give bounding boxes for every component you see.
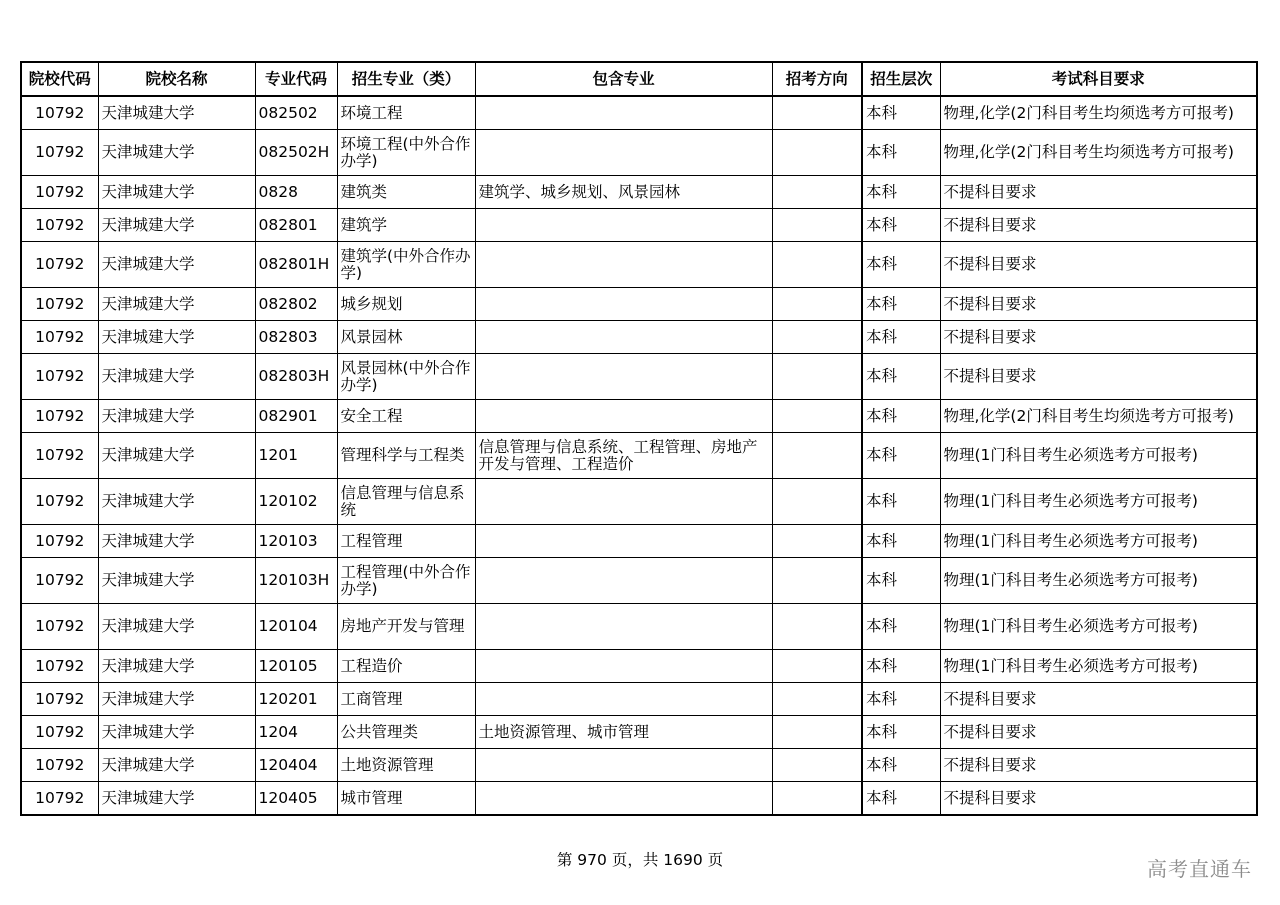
cell-includes	[475, 604, 772, 650]
cell-school-name: 天津城建大学	[98, 176, 255, 209]
cell-major-code: 082803	[255, 321, 337, 354]
table-row	[21, 354, 1257, 400]
table-row	[21, 242, 1257, 288]
cell-major-code: 082803H	[255, 354, 337, 400]
cell-direction	[772, 716, 862, 749]
cell-major: 管理科学与工程类	[337, 433, 475, 479]
cell-includes	[475, 209, 772, 242]
header-major: 招生专业（类）	[337, 62, 475, 96]
table-row	[21, 400, 1257, 433]
cell-includes	[475, 96, 772, 130]
cell-direction	[772, 96, 862, 130]
table-header-row	[21, 62, 1257, 96]
cell-level: 本科	[862, 433, 940, 479]
cell-major-code: 082802	[255, 288, 337, 321]
cell-major-code: 120104	[255, 604, 337, 650]
table-row	[21, 782, 1257, 816]
cell-includes	[475, 288, 772, 321]
cell-major: 信息管理与信息系统	[337, 479, 475, 525]
cell-direction	[772, 433, 862, 479]
cell-requirement: 物理(1门科目考生必须选考方可报考)	[940, 525, 1257, 558]
cell-direction	[772, 782, 862, 816]
cell-school-code: 10792	[21, 749, 98, 782]
cell-major: 土地资源管理	[337, 749, 475, 782]
cell-includes: 土地资源管理、城市管理	[475, 716, 772, 749]
cell-major: 工程造价	[337, 650, 475, 683]
cell-requirement: 物理(1门科目考生必须选考方可报考)	[940, 650, 1257, 683]
cell-includes	[475, 321, 772, 354]
cell-major-code: 1204	[255, 716, 337, 749]
cell-school-code: 10792	[21, 400, 98, 433]
cell-level: 本科	[862, 525, 940, 558]
cell-major: 工程管理(中外合作办学)	[337, 558, 475, 604]
cell-includes	[475, 650, 772, 683]
table-row	[21, 96, 1257, 130]
header-school-name: 院校名称	[98, 62, 255, 96]
cell-requirement: 不提科目要求	[940, 749, 1257, 782]
cell-major: 工商管理	[337, 683, 475, 716]
cell-requirement: 物理(1门科目考生必须选考方可报考)	[940, 558, 1257, 604]
page-indicator: 第 970 页，共 1690 页	[556, 851, 724, 869]
cell-direction	[772, 130, 862, 176]
cell-school-code: 10792	[21, 479, 98, 525]
cell-requirement: 物理(1门科目考生必须选考方可报考)	[940, 433, 1257, 479]
cell-direction	[772, 650, 862, 683]
cell-major-code: 082801	[255, 209, 337, 242]
cell-direction	[772, 242, 862, 288]
cell-direction	[772, 288, 862, 321]
cell-includes: 信息管理与信息系统、工程管理、房地产开发与管理、工程造价	[475, 433, 772, 479]
cell-major-code: 082502H	[255, 130, 337, 176]
cell-school-code: 10792	[21, 321, 98, 354]
cell-school-name: 天津城建大学	[98, 650, 255, 683]
table-row	[21, 433, 1257, 479]
cell-requirement: 不提科目要求	[940, 176, 1257, 209]
watermark: 高考直通车	[1147, 857, 1252, 881]
cell-school-name: 天津城建大学	[98, 130, 255, 176]
cell-level: 本科	[862, 749, 940, 782]
cell-level: 本科	[862, 650, 940, 683]
cell-direction	[772, 321, 862, 354]
cell-major-code: 082901	[255, 400, 337, 433]
cell-level: 本科	[862, 716, 940, 749]
header-school-code: 院校代码	[21, 62, 98, 96]
cell-school-code: 10792	[21, 242, 98, 288]
cell-school-name: 天津城建大学	[98, 479, 255, 525]
cell-major-code: 082801H	[255, 242, 337, 288]
cell-major: 房地产开发与管理	[337, 604, 475, 650]
cell-requirement: 不提科目要求	[940, 242, 1257, 288]
cell-school-code: 10792	[21, 96, 98, 130]
cell-requirement: 不提科目要求	[940, 782, 1257, 816]
cell-school-code: 10792	[21, 558, 98, 604]
cell-requirement: 物理(1门科目考生必须选考方可报考)	[940, 479, 1257, 525]
table-row	[21, 604, 1257, 650]
header-direction: 招考方向	[772, 62, 862, 96]
cell-direction	[772, 354, 862, 400]
cell-includes	[475, 782, 772, 816]
cell-major: 城乡规划	[337, 288, 475, 321]
cell-school-name: 天津城建大学	[98, 209, 255, 242]
table-row	[21, 321, 1257, 354]
cell-major-code: 1201	[255, 433, 337, 479]
cell-school-name: 天津城建大学	[98, 558, 255, 604]
cell-direction	[772, 683, 862, 716]
cell-school-name: 天津城建大学	[98, 400, 255, 433]
cell-level: 本科	[862, 321, 940, 354]
cell-major: 建筑学	[337, 209, 475, 242]
cell-major: 建筑学(中外合作办学)	[337, 242, 475, 288]
cell-requirement: 物理(1门科目考生必须选考方可报考)	[940, 604, 1257, 650]
cell-major-code: 120103H	[255, 558, 337, 604]
table-row	[21, 288, 1257, 321]
cell-level: 本科	[862, 130, 940, 176]
table-row	[21, 130, 1257, 176]
cell-level: 本科	[862, 400, 940, 433]
cell-level: 本科	[862, 604, 940, 650]
cell-school-name: 天津城建大学	[98, 716, 255, 749]
table-row	[21, 525, 1257, 558]
table-row	[21, 209, 1257, 242]
cell-requirement: 物理,化学(2门科目考生均须选考方可报考)	[940, 130, 1257, 176]
cell-school-code: 10792	[21, 176, 98, 209]
cell-requirement: 物理,化学(2门科目考生均须选考方可报考)	[940, 96, 1257, 130]
header-requirement: 考试科目要求	[940, 62, 1257, 96]
cell-major: 风景园林(中外合作办学)	[337, 354, 475, 400]
cell-includes: 建筑学、城乡规划、风景园林	[475, 176, 772, 209]
cell-school-code: 10792	[21, 130, 98, 176]
cell-direction	[772, 209, 862, 242]
cell-includes	[475, 683, 772, 716]
cell-major: 风景园林	[337, 321, 475, 354]
cell-school-name: 天津城建大学	[98, 683, 255, 716]
cell-school-code: 10792	[21, 288, 98, 321]
cell-school-code: 10792	[21, 683, 98, 716]
cell-direction	[772, 558, 862, 604]
table-row	[21, 479, 1257, 525]
cell-school-name: 天津城建大学	[98, 433, 255, 479]
cell-level: 本科	[862, 288, 940, 321]
cell-major: 城市管理	[337, 782, 475, 816]
cell-school-code: 10792	[21, 354, 98, 400]
cell-level: 本科	[862, 683, 940, 716]
cell-school-code: 10792	[21, 716, 98, 749]
table-row	[21, 749, 1257, 782]
cell-direction	[772, 176, 862, 209]
cell-requirement: 不提科目要求	[940, 716, 1257, 749]
cell-major-code: 120103	[255, 525, 337, 558]
cell-school-code: 10792	[21, 525, 98, 558]
cell-requirement: 不提科目要求	[940, 209, 1257, 242]
cell-includes	[475, 400, 772, 433]
cell-major-code: 120201	[255, 683, 337, 716]
cell-school-name: 天津城建大学	[98, 525, 255, 558]
cell-direction	[772, 749, 862, 782]
cell-direction	[772, 400, 862, 433]
cell-requirement: 不提科目要求	[940, 321, 1257, 354]
cell-includes	[475, 525, 772, 558]
cell-major-code: 082502	[255, 96, 337, 130]
cell-major: 环境工程	[337, 96, 475, 130]
cell-requirement: 不提科目要求	[940, 288, 1257, 321]
cell-major-code: 120105	[255, 650, 337, 683]
cell-major-code: 120405	[255, 782, 337, 816]
cell-includes	[475, 749, 772, 782]
table-row	[21, 716, 1257, 749]
cell-school-name: 天津城建大学	[98, 749, 255, 782]
cell-level: 本科	[862, 209, 940, 242]
table-row	[21, 176, 1257, 209]
header-major-code: 专业代码	[255, 62, 337, 96]
cell-school-name: 天津城建大学	[98, 96, 255, 130]
cell-school-name: 天津城建大学	[98, 242, 255, 288]
cell-major-code: 120102	[255, 479, 337, 525]
cell-level: 本科	[862, 354, 940, 400]
cell-includes	[475, 479, 772, 525]
cell-requirement: 不提科目要求	[940, 683, 1257, 716]
table-body	[21, 96, 1257, 815]
cell-school-code: 10792	[21, 604, 98, 650]
cell-direction	[772, 479, 862, 525]
cell-level: 本科	[862, 479, 940, 525]
cell-school-name: 天津城建大学	[98, 288, 255, 321]
admission-table	[20, 61, 1258, 816]
cell-major: 工程管理	[337, 525, 475, 558]
table-row	[21, 650, 1257, 683]
cell-school-code: 10792	[21, 209, 98, 242]
cell-school-name: 天津城建大学	[98, 354, 255, 400]
cell-level: 本科	[862, 176, 940, 209]
table-row	[21, 683, 1257, 716]
cell-requirement: 不提科目要求	[940, 354, 1257, 400]
cell-includes	[475, 558, 772, 604]
cell-school-code: 10792	[21, 782, 98, 816]
cell-level: 本科	[862, 782, 940, 816]
cell-includes	[475, 130, 772, 176]
cell-major: 公共管理类	[337, 716, 475, 749]
cell-level: 本科	[862, 96, 940, 130]
cell-requirement: 物理,化学(2门科目考生均须选考方可报考)	[940, 400, 1257, 433]
cell-includes	[475, 242, 772, 288]
cell-school-code: 10792	[21, 650, 98, 683]
cell-school-name: 天津城建大学	[98, 782, 255, 816]
header-includes: 包含专业	[475, 62, 772, 96]
cell-direction	[772, 525, 862, 558]
cell-major: 环境工程(中外合作办学)	[337, 130, 475, 176]
cell-major: 安全工程	[337, 400, 475, 433]
table-row	[21, 558, 1257, 604]
cell-level: 本科	[862, 558, 940, 604]
cell-major: 建筑类	[337, 176, 475, 209]
cell-school-code: 10792	[21, 433, 98, 479]
cell-school-name: 天津城建大学	[98, 321, 255, 354]
cell-major-code: 0828	[255, 176, 337, 209]
cell-major-code: 120404	[255, 749, 337, 782]
cell-direction	[772, 604, 862, 650]
cell-school-name: 天津城建大学	[98, 604, 255, 650]
header-level: 招生层次	[862, 62, 940, 96]
cell-includes	[475, 354, 772, 400]
cell-level: 本科	[862, 242, 940, 288]
